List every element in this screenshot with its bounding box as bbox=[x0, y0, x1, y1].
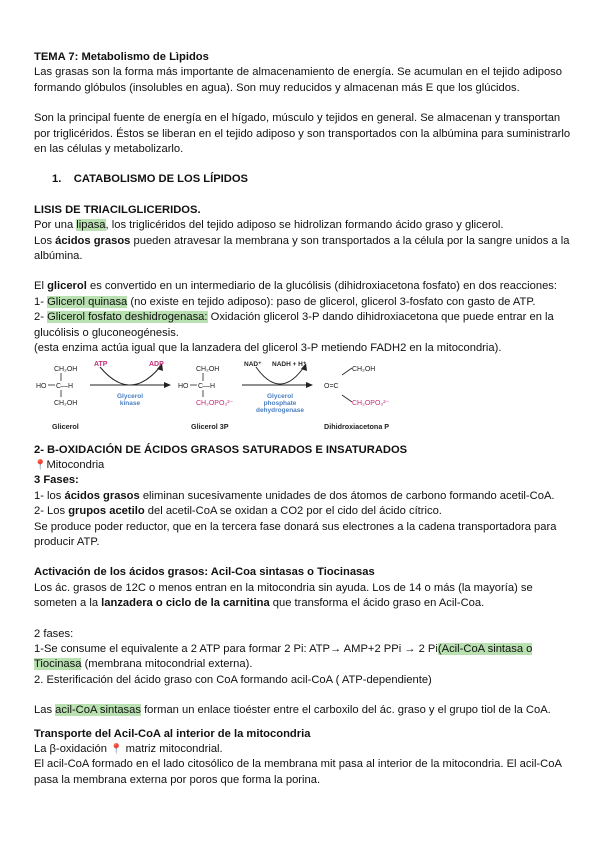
text-span: 2- Los bbox=[34, 505, 69, 518]
mol3-ch2oh-top: CH₂OH bbox=[352, 365, 376, 373]
acil-coa-sintasas-highlight: acil-CoA sintasas bbox=[55, 704, 141, 717]
bold-term: ácidos grasos bbox=[64, 489, 140, 502]
bold-term: lanzadera o ciclo de la carnitina bbox=[101, 597, 270, 610]
lisis-line-1 bbox=[34, 218, 574, 233]
text-span: que transforma el ácido graso en Acil-Coa. bbox=[269, 597, 485, 610]
reaction-1 bbox=[34, 295, 574, 310]
mol2-ch: C—H bbox=[198, 382, 216, 390]
mol1-ho: HO bbox=[36, 382, 47, 390]
label-dihidroxiacetona-p: Dihidroxiacetona P bbox=[324, 421, 390, 431]
transport-heading: Transporte del Acil-CoA al interior de la mitocondria bbox=[34, 727, 311, 740]
text-span: Los bbox=[34, 234, 56, 247]
adp-label: ADP bbox=[149, 360, 164, 368]
text-span: Por una bbox=[34, 219, 77, 232]
page-title: TEMA 7: Metabolismo de Lìpidos bbox=[34, 51, 209, 63]
text-span: 2- bbox=[34, 311, 48, 324]
text-span: , los triglicéridos del tejido adiposo se hidrolizan formando ácido graso y glicerol. bbox=[105, 219, 504, 232]
text-span: es convertido en un intermediario de la glucólisis (dihidroxiacetona fosfato) en dos reacciones: bbox=[86, 280, 557, 293]
location-line bbox=[34, 458, 574, 473]
map-pin-icon: 📍 bbox=[110, 744, 123, 755]
text-span: del acetil-CoA se oxidan a CO2 por el cido del ácido cítrico. bbox=[144, 505, 442, 518]
location-text: Mitocondria bbox=[46, 458, 105, 471]
text-span: pueden atravesar la membrana y son transportados a la célula por la sangre unidos a la albúmina. bbox=[34, 234, 570, 263]
atp-label: ATP bbox=[94, 360, 108, 368]
document-page bbox=[34, 50, 574, 788]
text-span: El bbox=[34, 280, 48, 293]
mol2-ch2opo3: CH₂OPO₃²⁻ bbox=[196, 399, 234, 407]
phase-2 bbox=[34, 504, 574, 519]
reaction-2 bbox=[34, 310, 574, 341]
section-1-heading bbox=[52, 172, 574, 187]
section-1-number: 1. bbox=[52, 173, 62, 186]
acil-coa-sintasa-highlight: (Acil-CoA sintasa o Tiocinasa bbox=[34, 642, 533, 671]
mol3-ch2opo3: CH₂OPO₃²⁻ bbox=[352, 399, 390, 407]
text-span: 1-Se consume el equivalente a 2 ATP para formar 2 Pi: ATP→ AMP+2 PPi → 2 Pi bbox=[34, 642, 438, 655]
transport-line-1 bbox=[34, 742, 574, 757]
glicerol-fosfato-deshidrogenasa-highlight: Glicerol fosfato deshidrogenasa: bbox=[47, 311, 208, 324]
bold-term: glicerol bbox=[47, 280, 87, 293]
activation-paragraph-1 bbox=[34, 581, 574, 612]
nadh-label: NADH + H⁺ bbox=[272, 360, 307, 368]
text-span: (no existe en tejido adiposo): paso de glicerol, glicerol 3-fosfato con gasto de ATP. bbox=[127, 295, 536, 308]
glycerol-reaction-diagram bbox=[34, 359, 414, 435]
mol2-ch2oh-top: CH₂OH bbox=[196, 365, 220, 373]
glicerol-paragraph bbox=[34, 279, 574, 294]
text-span: 1- los bbox=[34, 489, 65, 502]
bold-term: ácidos grasos bbox=[55, 234, 131, 247]
glycerol-kinase-label: Glycerol kinase bbox=[116, 392, 144, 407]
mol2-ho: HO bbox=[178, 382, 189, 390]
label-glicerol: Glicerol bbox=[52, 421, 79, 431]
reaction-note: (esta enzima actúa igual que la lanzadera del glicerol 3-P metiendo FADH2 en la mitocondria). bbox=[34, 342, 502, 355]
phases-title: 3 Fases: bbox=[34, 474, 79, 487]
text-span: Las bbox=[34, 704, 56, 717]
nad-label: NAD⁺ bbox=[244, 360, 262, 368]
text-span: Oxidación glicerol 3-P dando dihidroxiacetona que puede entrar en la glucólisis o gluconeogénesis. bbox=[34, 311, 554, 339]
text-span: 1- bbox=[34, 295, 48, 308]
lisis-heading: LISIS DE TRIACILGLICERIDOS. bbox=[34, 203, 201, 216]
fases-title: 2 fases: bbox=[34, 627, 74, 640]
lisis-line-2 bbox=[34, 234, 574, 265]
text-span: (membrana mitocondrial externa). bbox=[81, 658, 253, 671]
text-span: Los ác. grasos de 12C o menos entran en la mitocondria sin ayuda. Los de 14 o más (la mayoría) se someten a la bbox=[34, 581, 533, 610]
transport-paragraph: El acil-CoA formado en el lado citosólico de la membrana mit pasa al interior de la mitocondria. El acil-CoA pasa la membrana externa por poros que forma la porina. bbox=[34, 758, 562, 786]
text-span: La β-oxidación bbox=[34, 743, 111, 755]
glicerol-quinasa-highlight: Glicerol quinasa bbox=[47, 295, 128, 308]
phase-3: Se produce poder reductor, que en la tercera fase donará sus electrones a la cadena transportadora para producir ATP. bbox=[34, 520, 557, 548]
fase-1 bbox=[34, 642, 574, 673]
glycerol-phosphate-dehydrogenase-label: Glycerol phosphate dehydrogenase bbox=[255, 392, 305, 414]
intro-paragraph-1: Las grasas son la forma más importante de almacenamiento de energía. Se acumulan en el tejido adiposo formando glóbulos (insolubles en agua). Son muy reducidos y almacenan más E que los glúcidos. bbox=[34, 66, 562, 94]
mol3-oeq: O=C bbox=[324, 382, 339, 390]
mol1-ch2oh-bottom: CH₂OH bbox=[54, 399, 78, 407]
fase-2: 2. Esterificación del ácido graso con CoA formando acil-CoA ( ATP-dependiente) bbox=[34, 673, 432, 686]
intro-paragraph-2: Son la principal fuente de energía en el hígado, músculo y tejidos en general. Se almacenan y transportan por triglicéridos. Éstos se liberan en el tejido adiposo y son transportados con la albúmina para suministrarlo en las células y metabolizarlo. bbox=[34, 112, 571, 156]
mol1-ch: C—H bbox=[56, 382, 74, 390]
label-glicerol-3p: Glicerol 3P bbox=[191, 421, 229, 431]
section-2-heading: 2- B-OXIDACIÓN DE ÁCIDOS GRASOS SATURADOS E INSATURADOS bbox=[34, 443, 408, 456]
text-span: matriz mitocondrial. bbox=[122, 743, 223, 755]
bold-term: grupos acetilo bbox=[68, 505, 145, 518]
activation-paragraph-2 bbox=[34, 703, 574, 718]
mol1-ch2oh-top: CH₂OH bbox=[54, 365, 78, 373]
section-1-title: CATABOLISMO DE LOS LÍPIDOS bbox=[73, 173, 249, 186]
phase-1 bbox=[34, 489, 574, 504]
activation-heading: Activación de los ácidos grasos: Acil-Coa sintasas o Tiocinasas bbox=[34, 566, 375, 579]
text-span: forman un enlace tioéster entre el carboxilo del ác. graso y el grupo tiol de la CoA. bbox=[140, 704, 551, 717]
text-span: eliminan sucesivamente unidades de dos átomos de carbono formando acetil-CoA. bbox=[139, 489, 555, 502]
lipasa-highlight: lipasa bbox=[76, 219, 106, 232]
map-pin-icon: 📍 bbox=[34, 459, 47, 471]
